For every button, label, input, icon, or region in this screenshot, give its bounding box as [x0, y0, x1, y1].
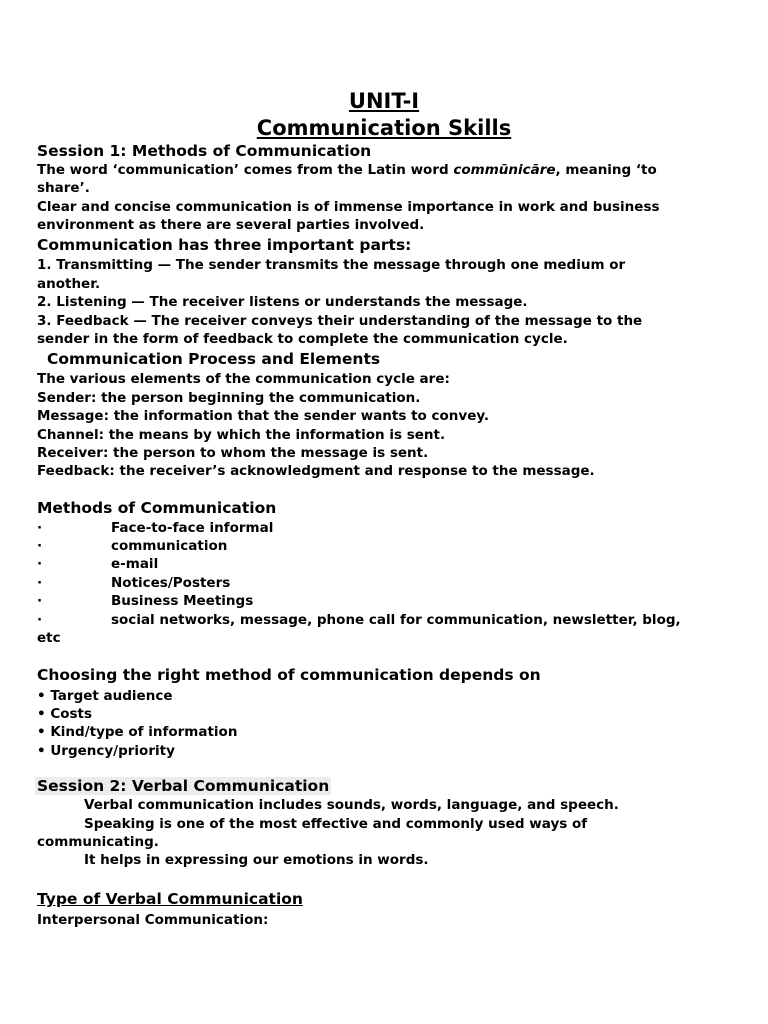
session2-line: Speaking is one of the most effective and commonly used ways of [84, 816, 588, 832]
clear-line-2: environment as there are several parties involved. [37, 217, 425, 233]
bullet-dot: · [37, 556, 43, 572]
bullet-dot: · [37, 612, 43, 628]
session1-heading: Session 1: Methods of Communication [37, 142, 372, 160]
bullet-dot: · [37, 593, 43, 609]
methods-etc: etc [37, 630, 61, 646]
choosing-item: • Urgency/priority [37, 743, 175, 759]
methods-item: e-mail [111, 556, 159, 572]
clear-line-1: Clear and concise communication is of immense importance in work and business [37, 199, 660, 215]
type-heading: Type of Verbal Communication [37, 890, 303, 908]
bullet-dot: · [37, 538, 43, 554]
latin-word: commūnicāre [453, 162, 556, 178]
parts-line: 2. Listening — The receiver listens or understands the message. [37, 294, 528, 310]
choosing-item: • Costs [37, 706, 93, 722]
intro-text-a: The word ‘communication’ comes from the Latin word [37, 162, 454, 178]
choosing-item: • Kind/type of information [37, 724, 238, 740]
process-line: Receiver: the person to whom the message is sent. [37, 445, 429, 461]
parts-line: another. [37, 276, 101, 292]
process-heading: Communication Process and Elements [47, 350, 381, 368]
interpersonal-heading: Interpersonal Communication: [37, 912, 269, 928]
session2-line: Verbal communication includes sounds, words, language, and speech. [84, 797, 619, 813]
session2-line: communicating. [37, 834, 159, 850]
process-line: The various elements of the communication cycle are: [37, 371, 450, 387]
intro-text-b: , meaning ‘to [555, 162, 657, 178]
methods-heading: Methods of Communication [37, 499, 277, 517]
methods-item: Business Meetings [111, 593, 254, 609]
choosing-heading: Choosing the right method of communication depends on [37, 666, 541, 684]
methods-item: communication [111, 538, 228, 554]
process-line: Channel: the means by which the information is sent. [37, 427, 446, 443]
parts-line: 1. Transmitting — The sender transmits the message through one medium or [37, 257, 626, 273]
parts-heading: Communication has three important parts: [37, 236, 412, 254]
bullet-dot: · [37, 520, 43, 536]
parts-line: 3. Feedback — The receiver conveys their understanding of the message to the [37, 313, 643, 329]
document-title: Communication Skills [256, 116, 512, 140]
process-line: Sender: the person beginning the communication. [37, 390, 421, 406]
unit-title: UNIT-I [348, 89, 420, 113]
methods-item: Notices/Posters [111, 575, 231, 591]
choosing-item: • Target audience [37, 688, 173, 704]
intro-line-2: share’. [37, 180, 90, 196]
bullet-dot: · [37, 575, 43, 591]
process-line: Message: the information that the sender wants to convey. [37, 408, 490, 424]
session2-line: It helps in expressing our emotions in words. [84, 852, 429, 868]
process-line: Feedback: the receiver’s acknowledgment and response to the message. [37, 463, 595, 479]
intro-line-1 [37, 162, 657, 178]
methods-item: social networks, message, phone call for communication, newsletter, blog, [111, 612, 681, 628]
methods-item: Face-to-face informal [111, 520, 274, 536]
parts-line: sender in the form of feedback to complete the communication cycle. [37, 331, 568, 347]
session2-heading-text: Session 2: Verbal Communication [37, 777, 330, 795]
session2-heading [37, 777, 331, 795]
